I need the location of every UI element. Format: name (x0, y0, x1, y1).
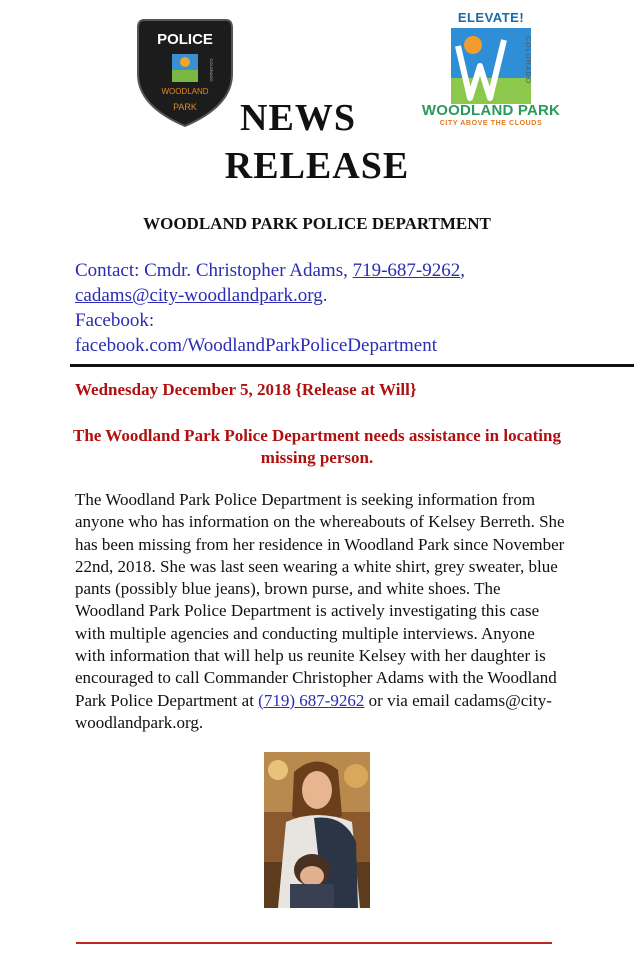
release-date: Wednesday December 5, 2018 {Release at Will} (75, 380, 417, 399)
svg-text:WOODLAND: WOODLAND (161, 87, 209, 96)
title-release: RELEASE (224, 145, 410, 187)
svg-text:PARK: PARK (173, 102, 197, 112)
contact-email-line (75, 283, 615, 308)
contact-comma: , (460, 260, 466, 281)
facebook-url[interactable]: facebook.com/WoodlandParkPoliceDepartment (75, 335, 437, 356)
contact-period: . (322, 285, 328, 306)
contact-line (75, 258, 615, 283)
contact-phone-link[interactable]: 719-687-9262 (352, 260, 461, 281)
footer-divider (76, 942, 552, 944)
body-phone-link[interactable]: (719) 687-9262 (258, 690, 365, 710)
department-heading: WOODLAND PARK POLICE DEPARTMENT (143, 214, 491, 233)
colorado-label: COLORADO (524, 36, 531, 85)
contact-prefix: Contact: Cmdr. Christopher Adams, (75, 260, 353, 281)
svg-text:POLICE: POLICE (157, 31, 213, 48)
facebook-label: Facebook: (75, 310, 155, 331)
missing-person-photo (264, 752, 370, 908)
body-paragraph (75, 489, 565, 734)
headline: The Woodland Park Police Department needs assistance in locating missing person. (73, 426, 561, 467)
svg-text:COLORADO: COLORADO (209, 58, 214, 82)
contact-email-link[interactable]: cadams@city-woodlandpark.org (75, 285, 323, 306)
title-news: NEWS (240, 97, 356, 139)
city-tagline: CITY ABOVE THE CLOUDS (439, 120, 543, 127)
section-divider (70, 364, 634, 367)
contact-block (75, 258, 615, 358)
elevate-label: ELEVATE! (457, 10, 525, 25)
body-text-end: or via email cadams@city-woodlandpark.org. (75, 690, 552, 732)
body-text-main: The Woodland Park Police Department is seeking information from anyone who has information on the whereabouts of Kelsey Berreth. She has been missing from her residence in Woodland Park since November 22nd, 2018. She was last seen wearing a white shirt, grey sweater, blue pants (possibly blue jeans), brown purse, and white shoes. The Woodland Park Police Department is actively investigating this case with multiple agencies and conducting multiple interviews. Anyone with information that will help us reunite Kelsey with her daughter is encouraged to call Commander Christopher Adams with the Woodland Park Police Department at (75, 490, 565, 710)
city-name: WOODLAND PARK (421, 102, 561, 119)
